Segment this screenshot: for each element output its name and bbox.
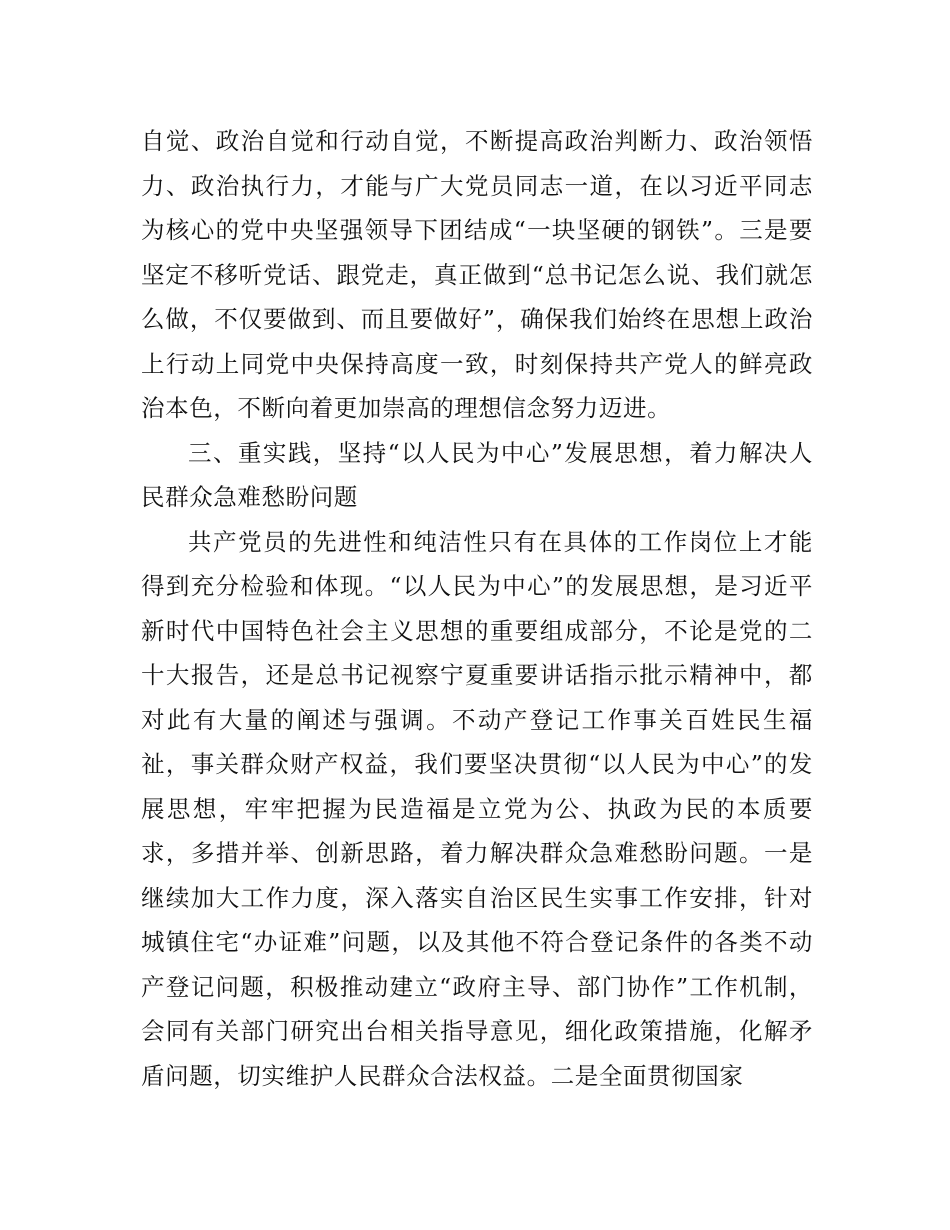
document-body xyxy=(141,119,813,1098)
paragraph-section-3-body: 共产党员的先进性和纯洁性只有在具体的工作岗位上才能得到充分检验和体现。“以人民为中心”的发展思想，是习近平新时代中国特色社会主义思想的重要组成部分，不论是党的二十大报告，还是总书记视察宁夏重要讲话指示批示精神中，都对此有大量的阐述与强调。不动产登记工作事关百姓民生福祉，事关群众财产权益，我们要坚决贯彻“以人民为中心”的发展思想，牢牢把握为民造福是立党为公、执政为民的本质要求，多措并举、创新思路，着力解决群众急难愁盼问题。一是继续加大工作力度，深入落实自治区民生实事工作安排，针对城镇住宅“办证难”问题，以及其他不符合登记条件的各类不动产登记问题，积极推动建立“政府主导、部门协作”工作机制，会同有关部门研究出台相关指导意见，细化政策措施，化解矛盾问题，切实维护人民群众合法权益。二是全面贯彻国家 xyxy=(141,527,813,1090)
section-heading-3: 三、重实践，坚持“以人民为中心”发展思想，着力解决人民群众急难愁盼问题 xyxy=(141,438,813,511)
paragraph-continuation: 自觉、政治自觉和行动自觉，不断提高政治判断力、政治领悟力、政治执行力，才能与广大党员同志一道，在以习近平同志为核心的党中央坚强领导下团结成“一块坚硬的钢铁”。三是要坚定不移听党话、跟党走，真正做到“总书记怎么说、我们就怎么做，不仅要做到、而且要做好”，确保我们始终在思想上政治上行动上同党中央保持高度一致，时刻保持共产党人的鲜亮政治本色，不断向着更加崇高的理想信念努力迈进。 xyxy=(141,127,813,422)
